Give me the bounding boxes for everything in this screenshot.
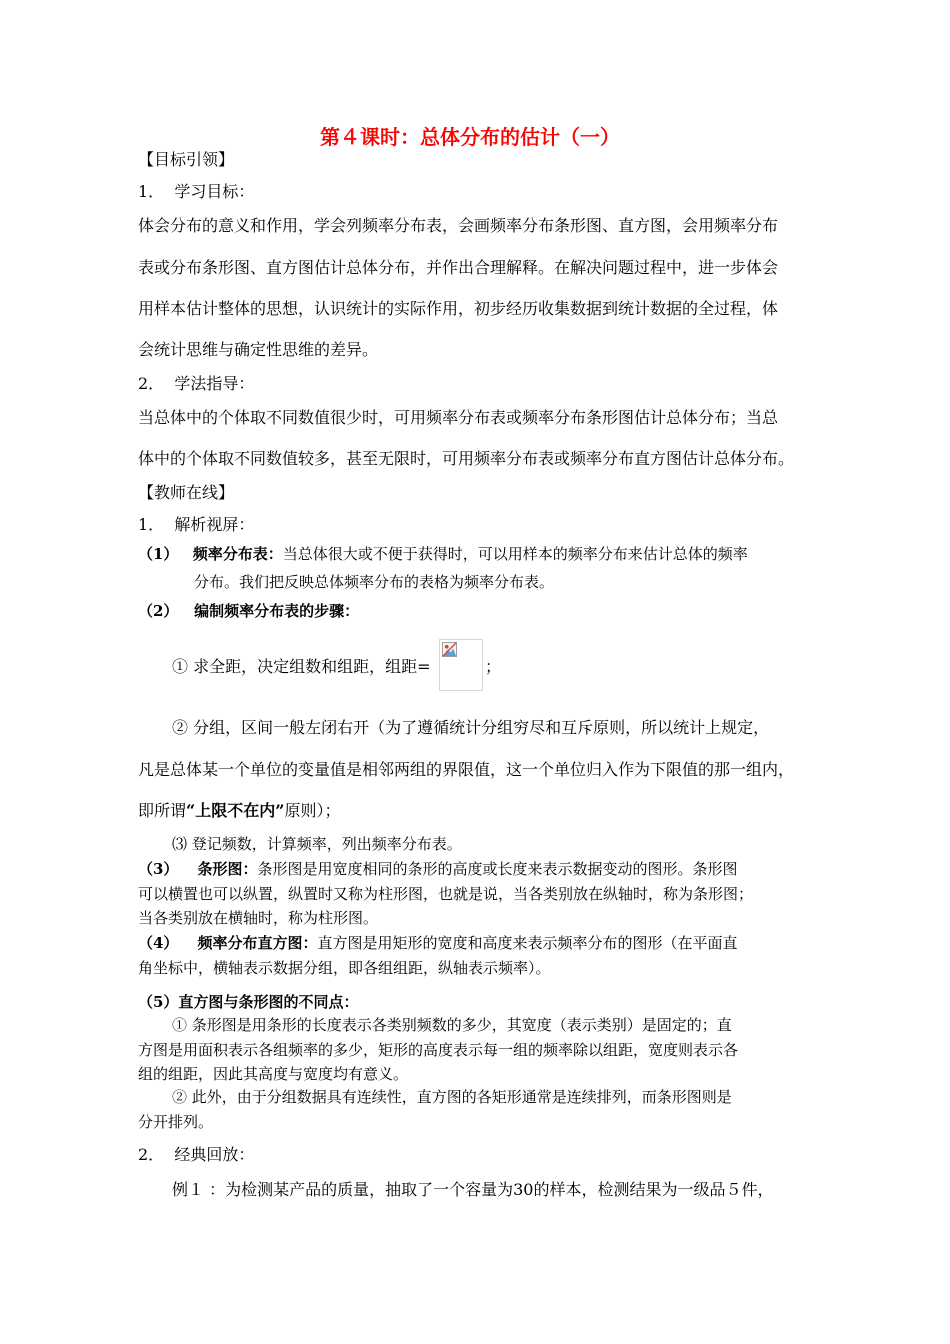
step-3: ⑶ 登记频数，计算频率，列出频率分布表。 bbox=[172, 835, 462, 853]
point-text: 条形图是用宽度相同的条形的高度或长度来表示数据变动的图形。条形图 bbox=[257, 860, 738, 878]
item-title: 学法指导： bbox=[174, 374, 255, 393]
paragraph-line: 会统计思维与确定性思维的差异。 bbox=[138, 340, 379, 359]
item-title: 解析视屏： bbox=[174, 515, 255, 534]
step-2-line bbox=[138, 801, 340, 821]
emphasis-text: “上限不在内” bbox=[186, 801, 285, 820]
broken-image-icon bbox=[442, 642, 457, 657]
point-number: （3） bbox=[138, 860, 179, 878]
point-number: （1） bbox=[138, 545, 179, 563]
goal-item-2-heading bbox=[138, 374, 254, 394]
point-term: 频率分布直方图： bbox=[197, 934, 318, 952]
formula-image bbox=[439, 639, 483, 691]
item-number: 1． bbox=[138, 182, 165, 201]
item-title: 经典回放： bbox=[174, 1145, 255, 1164]
point-1 bbox=[138, 545, 748, 564]
point-5-title: （5）直方图与条形图的不同点： bbox=[138, 993, 359, 1011]
point-term: 频率分布表： bbox=[192, 545, 283, 563]
paragraph-line: 当总体中的个体取不同数值很少时，可用频率分布表或频率分布条形图估计总体分布；当总 bbox=[138, 408, 779, 427]
text-run: 原则）； bbox=[284, 801, 341, 820]
point-text: 当总体很大或不便于获得时，可以用样本的频率分布来估计总体的频率 bbox=[282, 545, 748, 563]
step-1-end: ； bbox=[485, 657, 502, 676]
point-2 bbox=[138, 602, 359, 621]
teacher-item-1-heading bbox=[138, 515, 254, 535]
paragraph-line: ② 此外，由于分组数据具有连续性，直方图的各矩形通常是连续排列，而条形图则是 bbox=[172, 1088, 732, 1106]
paragraph-line: 当各类别放在横轴时，称为柱形图。 bbox=[138, 909, 379, 927]
paragraph-line: 分开排列。 bbox=[138, 1113, 214, 1131]
point-term: 条形图： bbox=[197, 860, 258, 878]
step-2-line: 凡是总体某一个单位的变量值是相邻两组的界限值，这一个单位归入作为下限值的那一组内， bbox=[138, 760, 795, 779]
goal-item-1-heading bbox=[138, 182, 254, 202]
item-title: 学习目标： bbox=[174, 182, 255, 201]
point-number: （2） bbox=[138, 602, 179, 620]
section-header-goals: 【目标引领】 bbox=[138, 150, 235, 169]
paragraph-line: 用样本估计整体的思想，认识统计的实际作用，初步经历收集数据到统计数据的全过程，体 bbox=[138, 299, 779, 318]
point-4 bbox=[138, 934, 738, 953]
point-3 bbox=[138, 860, 738, 879]
paragraph-line: 角坐标中，横轴表示数据分组，即各组组距，纵轴表示频率）。 bbox=[138, 959, 551, 977]
page-title: 第４课时：总体分布的估计（一） bbox=[320, 125, 620, 149]
step-1: ① 求全距，决定组数和组距，组距= bbox=[172, 657, 431, 676]
paragraph-line: 体中的个体取不同数值较多，甚至无限时，可用频率分布表或频率分布直方图估计总体分布。 bbox=[138, 449, 795, 468]
section-header-teacher: 【教师在线】 bbox=[138, 483, 235, 502]
item-number: 2． bbox=[138, 1145, 165, 1164]
point-number: （4） bbox=[138, 934, 179, 952]
paragraph-line: ① 条形图是用条形的长度表示各类别频数的多少，其宽度（表示类别）是固定的；直 bbox=[172, 1016, 732, 1034]
point-term: 编制频率分布表的步骤： bbox=[194, 602, 360, 620]
teacher-item-2-heading bbox=[138, 1145, 254, 1165]
paragraph-line: 表或分布条形图、直方图估计总体分布，并作出合理解释。在解决问题过程中，进一步体会 bbox=[138, 258, 779, 277]
text-run: 即所谓 bbox=[138, 801, 187, 820]
paragraph-line: 体会分布的意义和作用，学会列频率分布表，会画频率分布条形图、直方图，会用频率分布 bbox=[138, 216, 779, 235]
step-2-line: ② 分组，区间一般左闭右开（为了遵循统计分组穷尽和互斥原则，所以统计上规定， bbox=[172, 718, 770, 737]
item-number: 2． bbox=[138, 374, 165, 393]
paragraph-line: 方图是用面积表示各组频率的多少，矩形的高度表示每一组的频率除以组距，宽度则表示各 bbox=[138, 1041, 739, 1059]
paragraph-line: 可以横置也可以纵置，纵置时又称为柱形图，也就是说，当各类别放在纵轴时，称为条形图； bbox=[138, 885, 754, 903]
paragraph-line: 组的组距，因此其高度与宽度均有意义。 bbox=[138, 1065, 409, 1083]
item-number: 1． bbox=[138, 515, 165, 534]
paragraph-line: 分布。我们把反映总体频率分布的表格为频率分布表。 bbox=[194, 573, 555, 591]
example-1: 例１ ：为检测某产品的质量，抽取了一个容量为30的样本，检测结果为一级品５件， bbox=[172, 1180, 774, 1199]
point-text: 直方图是用矩形的宽度和高度来表示频率分布的图形（在平面直 bbox=[317, 934, 738, 952]
